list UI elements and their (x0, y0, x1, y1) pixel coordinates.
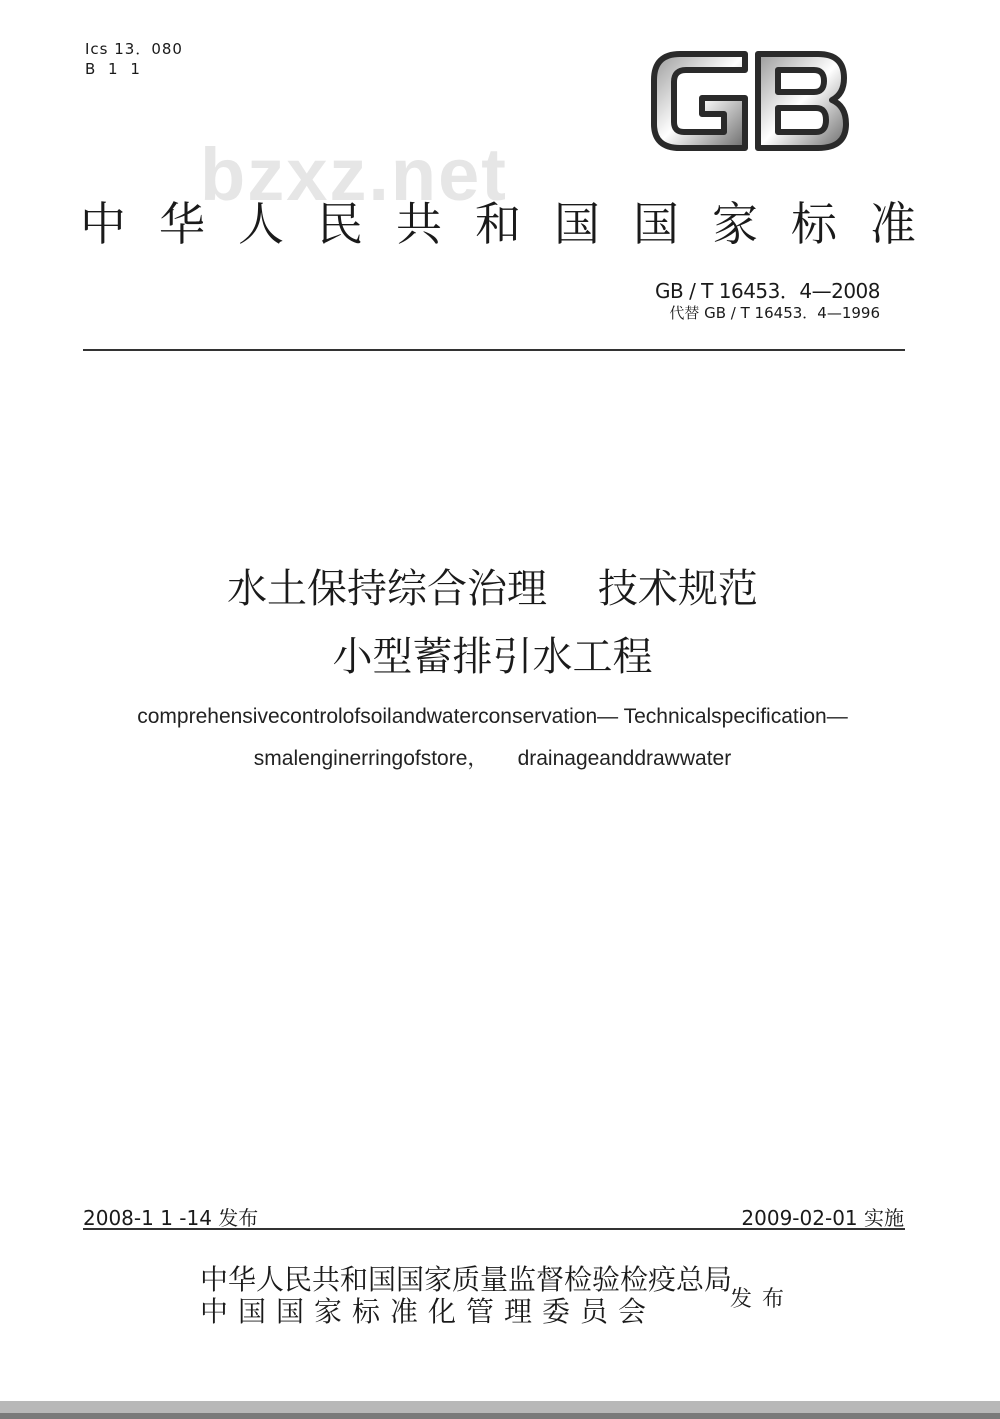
footer-divider (83, 1228, 905, 1230)
implementation-date: 2009-02-01 实施 (741, 1206, 904, 1230)
standard-number: GB / T 16453．4—2008 (655, 279, 880, 303)
gb-logo-icon (650, 48, 850, 154)
publisher-line-2: 中国国家标准化管理委员会 (200, 1295, 657, 1328)
title-line-1: 水土保持综合治理 技术规范 (227, 566, 758, 612)
header-divider (83, 349, 905, 351)
publish-label: 发布 (730, 1287, 795, 1312)
publisher-line-1: 中华人民共和国国家质量监督检验检疫总局 (200, 1263, 733, 1296)
national-standard-heading: 中华人民共和国国家标准 (80, 197, 949, 251)
issue-date: 2008-1 1 -14 发布 (83, 1206, 259, 1230)
replaces-standard: 代替 GB / T 16453．4—1996 (669, 304, 880, 322)
ics-code: Ics 13．080 (85, 40, 183, 58)
english-title-line-2: smalenginerringofstore， drainageanddrawwater (253, 747, 732, 770)
watermark: bzxz.net (200, 133, 508, 216)
english-title-line-1: comprehensivecontrolofsoilandwaterconservation— Technicalspecification— (137, 705, 848, 728)
ccs-code: B 1 1 (85, 60, 144, 78)
bottom-edge-shadow (0, 1413, 1000, 1419)
title-line-2: 小型蓄排引水工程 (332, 634, 653, 680)
